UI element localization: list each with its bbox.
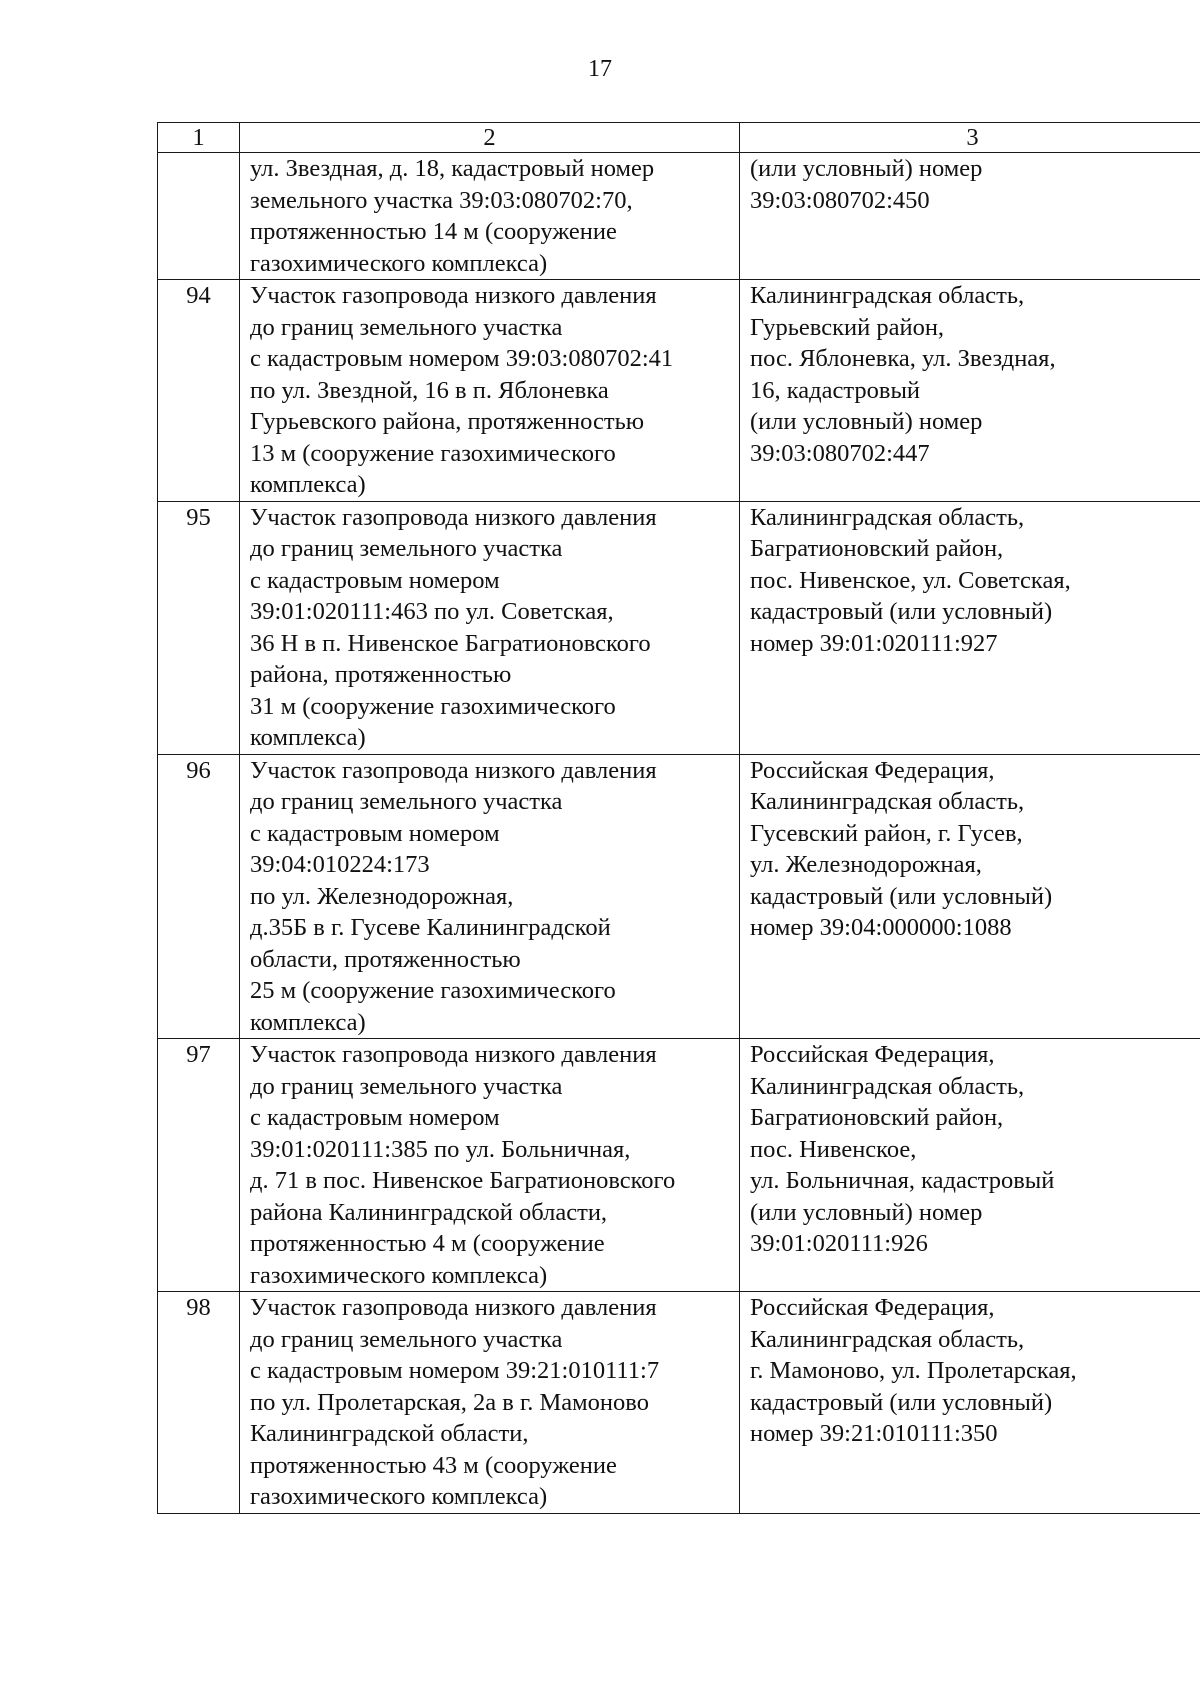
description-line: комплекса) <box>250 724 366 751</box>
description-line: 25 м (сооружение газохимического <box>250 977 616 1004</box>
table-header <box>158 123 1200 153</box>
address-line: Калининградская область, <box>750 282 1025 309</box>
description-line: 39:01:020111:385 по ул. Больничная, <box>250 1135 631 1163</box>
description-line: 31 м (сооружение газохимического <box>250 692 616 720</box>
description-line: д. 71 в пос. Нивенское Багратионовского <box>250 1167 676 1194</box>
address-line: 39:03:080702:447 <box>750 439 930 467</box>
description-line: земельного участка 39:03:080702:70, <box>250 186 633 214</box>
object-description-cell <box>240 280 740 502</box>
objects-table <box>157 122 1200 1514</box>
address-line: (или условный) номер <box>750 155 983 182</box>
table-row <box>158 1039 1200 1292</box>
object-address-cell <box>740 153 1200 280</box>
address-line: Багратионовский район, <box>750 535 1004 562</box>
description-line: 39:01:020111:463 по ул. Советская, <box>250 598 614 625</box>
row-number-cell: 98 <box>158 1292 240 1514</box>
description-line: газохимического комплекса) <box>250 1261 548 1289</box>
description-line: комплекса) <box>250 471 366 498</box>
description-line: комплекса) <box>250 1008 366 1036</box>
address-line: (или условный) номер <box>750 1198 983 1226</box>
address-line: ул. Железнодорожная, <box>750 851 982 878</box>
address-line: пос. Яблоневка, ул. Звездная, <box>750 345 1056 372</box>
description-line: по ул. Звездной, 16 в п. Яблоневка <box>250 376 609 404</box>
page-number: 17 <box>588 56 612 82</box>
description-line: до границ земельного участка <box>250 535 563 562</box>
object-description-cell <box>240 1039 740 1292</box>
object-address-cell <box>740 1039 1200 1292</box>
description-line: Участок газопровода низкого давления <box>250 756 657 784</box>
description-line: до границ земельного участка <box>250 1325 563 1353</box>
description-line: протяженностью 43 м (сооружение <box>250 1451 617 1479</box>
table-row <box>158 754 1200 1039</box>
description-line: по ул. Пролетарская, 2а в г. Мамоново <box>250 1388 649 1416</box>
row-number-cell: 96 <box>158 754 240 1039</box>
object-description-cell <box>240 153 740 280</box>
address-line: номер 39:21:010111:350 <box>750 1420 998 1447</box>
description-line: Калининградской области, <box>250 1420 529 1447</box>
table-body <box>158 153 1200 1514</box>
description-line: Участок газопровода низкого давления <box>250 1041 657 1068</box>
description-line: по ул. Железнодорожная, <box>250 882 514 910</box>
address-line: Российская Федерация, <box>750 756 995 784</box>
address-line: пос. Нивенское, ул. Советская, <box>750 566 1071 594</box>
row-number-cell <box>158 153 240 280</box>
description-line: района, протяженностью <box>250 661 512 688</box>
description-line: с кадастровым номером 39:21:010111:7 <box>250 1357 660 1384</box>
address-line: Российская Федерация, <box>750 1041 995 1068</box>
object-address-cell <box>740 280 1200 502</box>
description-line: с кадастровым номером 39:03:080702:41 <box>250 345 674 372</box>
address-line: 39:03:080702:450 <box>750 186 930 214</box>
object-description-cell <box>240 754 740 1039</box>
column-header-number: 1 <box>158 123 240 153</box>
address-line: Калининградская область, <box>750 1325 1025 1353</box>
object-description-cell <box>240 1292 740 1514</box>
table-row <box>158 280 1200 502</box>
address-line: Багратионовский район, <box>750 1104 1004 1131</box>
address-line: (или условный) номер <box>750 408 983 435</box>
object-description-cell <box>240 501 740 754</box>
address-line: Гусевский район, г. Гусев, <box>750 819 1023 847</box>
address-line: Калининградская область, <box>750 503 1025 531</box>
address-line: Гурьевский район, <box>750 313 945 341</box>
description-line: протяженностью 4 м (сооружение <box>250 1230 605 1257</box>
column-header-address: 3 <box>740 123 1200 153</box>
address-line: кадастровый (или условный) <box>750 882 1053 910</box>
address-line: пос. Нивенское, <box>750 1135 917 1163</box>
description-line: до границ земельного участка <box>250 788 563 815</box>
address-line: 16, кадастровый <box>750 376 921 404</box>
row-number-cell: 94 <box>158 280 240 502</box>
table-row <box>158 1292 1200 1514</box>
description-line: 36 Н в п. Нивенское Багратионовского <box>250 629 651 657</box>
address-line: ул. Больничная, кадастровый <box>750 1167 1055 1194</box>
description-line: Гурьевского района, протяженностью <box>250 408 645 435</box>
object-address-cell <box>740 754 1200 1039</box>
object-address-cell <box>740 1292 1200 1514</box>
description-line: с кадастровым номером <box>250 819 500 847</box>
address-line: номер 39:04:000000:1088 <box>750 914 1012 941</box>
description-line: с кадастровым номером <box>250 566 500 594</box>
description-line: протяженностью 14 м (сооружение <box>250 218 617 245</box>
table-row <box>158 501 1200 754</box>
address-line: Калининградская область, <box>750 788 1025 815</box>
description-line: 13 м (сооружение газохимического <box>250 439 616 467</box>
header-row <box>158 123 1200 153</box>
table-row <box>158 153 1200 280</box>
row-number-cell: 95 <box>158 501 240 754</box>
description-line: д.35Б в г. Гусеве Калининградской <box>250 914 611 941</box>
address-line: кадастровый (или условный) <box>750 1388 1053 1416</box>
description-line: ул. Звездная, д. 18, кадастровый номер <box>250 155 655 182</box>
description-line: газохимического комплекса) <box>250 1483 548 1510</box>
address-line: Калининградская область, <box>750 1072 1025 1100</box>
address-line: кадастровый (или условный) <box>750 598 1053 625</box>
description-line: с кадастровым номером <box>250 1104 500 1131</box>
description-line: области, протяженностью <box>250 945 521 973</box>
column-header-description: 2 <box>240 123 740 153</box>
description-line: до границ земельного участка <box>250 313 563 341</box>
description-line: 39:04:010224:173 <box>250 851 430 878</box>
description-line: Участок газопровода низкого давления <box>250 1294 657 1321</box>
object-address-cell <box>740 501 1200 754</box>
address-line: 39:01:020111:926 <box>750 1230 928 1257</box>
description-line: до границ земельного участка <box>250 1072 563 1100</box>
address-line: Российская Федерация, <box>750 1294 995 1321</box>
description-line: района Калининградской области, <box>250 1198 608 1226</box>
row-number-cell: 97 <box>158 1039 240 1292</box>
description-line: газохимического комплекса) <box>250 249 548 277</box>
address-line: г. Мамоново, ул. Пролетарская, <box>750 1357 1077 1384</box>
description-line: Участок газопровода низкого давления <box>250 282 657 309</box>
description-line: Участок газопровода низкого давления <box>250 503 657 531</box>
address-line: номер 39:01:020111:927 <box>750 629 998 657</box>
